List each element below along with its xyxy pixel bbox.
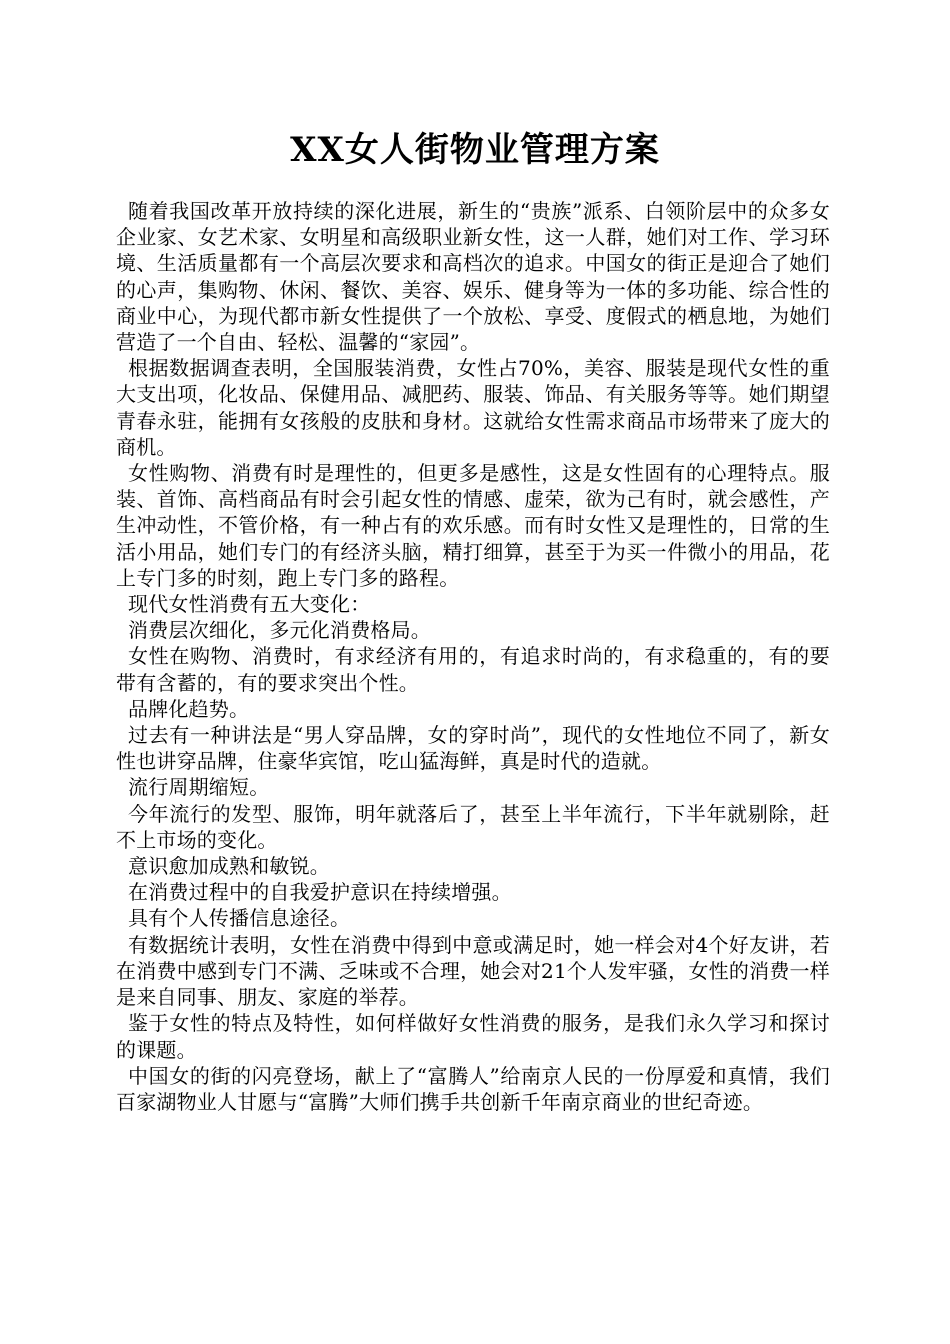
paragraph-closing: 中国女的街的闪亮登场，献上了“富腾人”给南京人民的一份厚爱和真情，我们百家湖物业人甘愿与“富腾”大师们携手共创新千年南京商业的世纪奇迹。 (116, 1063, 830, 1114)
paragraph-intro: 随着我国改革开放持续的深化进展，新生的“贵族”派系、白领阶层中的众多女企业家、女艺术家、女明星和高级职业新女性，这一人群，她们对工作、学习环境、生活质量都有一个高层次要求和高档次的追求。中国女的街正是迎合了她们的心声，集购物、休闲、餐饮、美容、娱乐、健身等为一体的多功能、综合性的商业中心，为现代都市新女性提供了一个放松、享受、度假式的栖息地，为她们营造了一个自由、轻松、温馨的“家园”。 (116, 199, 830, 355)
paragraph-five-changes-heading: 现代女性消费有五大变化： (128, 592, 371, 617)
paragraph-shopping-psychology: 女性购物、消费有时是理性的，但更多是感性，这是女性固有的心理特点。服装、首饰、高档商品有时会引起女性的情感、虚荣，欲为己有时，就会感性，产生冲动性，不管价格，有一种占有的欢乐感。而有时女性又是理性的，日常的生活小用品，她们专门的有经济头脑，精打细算，甚至于为买一件微小的用品，花上专门多的时刻，跑上专门多的路程。 (116, 461, 830, 590)
paragraph-change-5-detail: 有数据统计表明，女性在消费中得到中意或满足时，她一样会对4个好友讲，若在消费中感到专门不满、乏味或不合理，她会对21个人发牢骚，女性的消费一样是来自同事、朋友、家庭的举荐。 (116, 932, 830, 1010)
document-title: XX女人街物业管理方案 (290, 130, 660, 170)
paragraph-change-4-detail: 在消费过程中的自我爱护意识在持续增强。 (128, 880, 512, 905)
paragraph-change-3-detail: 今年流行的发型、服饰，明年就落后了，甚至上半年流行，下半年就剔除，赶不上市场的变化。 (116, 801, 830, 852)
paragraph-survey-data: 根据数据调查表明，全国服装消费，女性占70%，美容、服装是现代女性的重大支出项，化妆品、保健用品、减肥药、服装、饰品、有关服务等等。她们期望青春永驻，能拥有女孩般的皮肤和身材。这就给女性需求商品市场带来了庞大的商机。 (116, 356, 830, 459)
paragraph-change-2-heading: 品牌化趋势。 (128, 696, 250, 721)
paragraph-service-topic: 鉴于女性的特点及特性，如何样做好女性消费的服务，是我们永久学习和探讨的课题。 (116, 1011, 830, 1062)
paragraph-change-3-heading: 流行周期缩短。 (128, 775, 270, 800)
paragraph-change-1-detail: 女性在购物、消费时，有求经济有用的，有追求时尚的，有求稳重的，有的要带有含蓄的，有的要求突出个性。 (116, 644, 830, 695)
paragraph-change-5-heading: 具有个人传播信息途径。 (128, 906, 351, 931)
paragraph-change-2-detail: 过去有一种讲法是“男人穿品牌，女的穿时尚”，现代的女性地位不同了，新女性也讲穿品牌，住豪华宾馆，吃山猛海鲜，真是时代的造就。 (116, 723, 830, 774)
paragraph-change-1-heading: 消费层次细化，多元化消费格局。 (128, 618, 431, 643)
document-body (116, 198, 830, 1115)
paragraph-change-4-heading: 意识愈加成熟和敏锐。 (128, 854, 330, 879)
